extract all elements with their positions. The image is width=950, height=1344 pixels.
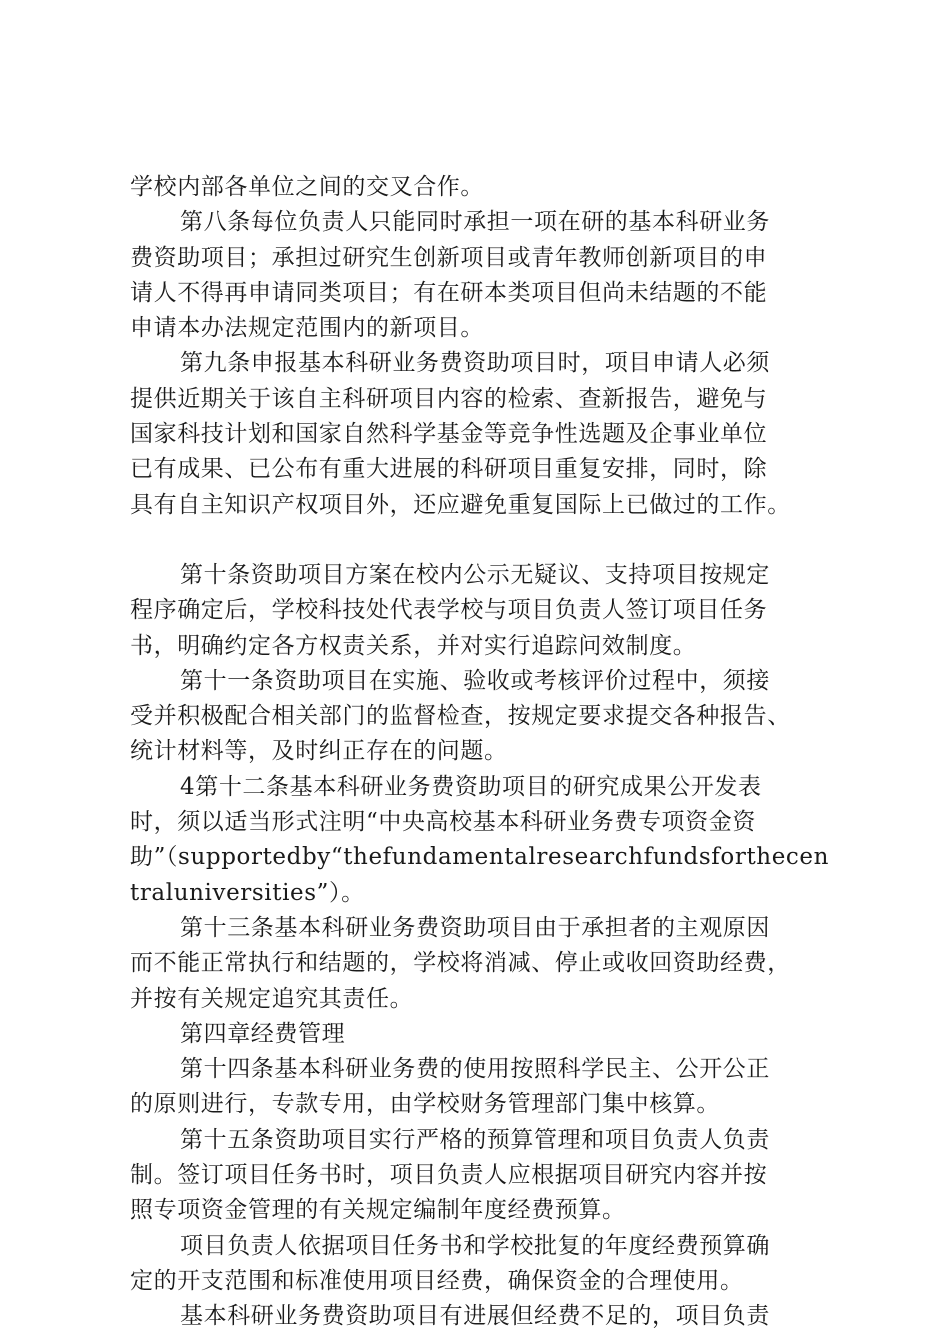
article-11-start: 第十一条资助项目在实施、验收或考核评价过程中，须接	[180, 667, 770, 694]
paragraph-gap	[130, 523, 850, 558]
text-line: 费资助项目；承担过研究生创新项目或青年教师创新项目的申	[130, 244, 768, 271]
text-line: 制。签订项目任务书时，项目负责人应根据项目研究内容并按	[130, 1162, 768, 1189]
text-line: 学校内部各单位之间的交叉合作。	[130, 174, 484, 200]
text-line: 统计材料等，及时纠正存在的问题。	[130, 738, 508, 765]
text-line: 助”（supportedby“thefundamentalresearchfundsforthecen	[130, 844, 830, 871]
article-9-start: 第九条申报基本科研业务费资助项目时，项目申请人必须	[180, 350, 770, 377]
article-8-start: 第八条每位负责人只能同时承担一项在研的基本科研业务	[180, 209, 770, 236]
paragraph-start: 基本科研业务费资助项目有进展但经费不足的，项目负责	[180, 1303, 770, 1330]
chapter-heading: 第四章经费管理	[180, 1020, 346, 1047]
text-line: 照专项资金管理的有关规定编制年度经费预算。	[130, 1197, 626, 1224]
text-line: 受并积极配合相关部门的监督检查，按规定要求提交各种报告、	[130, 703, 791, 730]
text-line: 定的开支范围和标准使用项目经费，确保资金的合理使用。	[130, 1267, 744, 1294]
article-10-start: 第十条资助项目方案在校内公示无疑议、支持项目按规定	[180, 561, 770, 588]
article-12-start: 4第十二条基本科研业务费资助项目的研究成果公开发表	[180, 773, 762, 800]
text-line: 时，须以适当形式注明“中央高校基本科研业务费专项资金资	[130, 809, 756, 836]
article-13-start: 第十三条基本科研业务费资助项目由于承担者的主观原因	[180, 914, 770, 941]
paragraph-start: 项目负责人依据项目任务书和学校批复的年度经费预算确	[180, 1232, 770, 1259]
text-line: traluniversities”）。	[130, 879, 365, 906]
text-line: 程序确定后，学校科技处代表学校与项目负责人签订项目任务	[130, 597, 768, 624]
text-line: 申请本办法规定范围内的新项目。	[130, 315, 484, 342]
document-body	[130, 170, 850, 1335]
text-line: 书，明确约定各方权责关系，并对实行追踪问效制度。	[130, 632, 697, 659]
text-line: 并按有关规定追究其责任。	[130, 985, 414, 1012]
text-line: 国家科技计划和国家自然科学基金等竞争性选题及企事业单位	[130, 421, 768, 448]
article-14-start: 第十四条基本科研业务费的使用按照科学民主、公开公正	[180, 1056, 770, 1083]
text-line: 而不能正常执行和结题的，学校将消减、停止或收回资助经费，	[130, 950, 791, 977]
text-line: 提供近期关于该自主科研项目内容的检索、查新报告，避免与	[130, 385, 768, 412]
article-15-start: 第十五条资助项目实行严格的预算管理和项目负责人负责	[180, 1126, 770, 1153]
text-line: 请人不得再申请同类项目；有在研本类项目但尚未结题的不能	[130, 279, 768, 306]
text-line: 的原则进行，专款专用，由学校财务管理部门集中核算。	[130, 1091, 720, 1118]
text-line: 具有自主知识产权项目外，还应避免重复国际上已做过的工作。	[130, 491, 791, 518]
text-line: 已有成果、已公布有重大进展的科研项目重复安排，同时，除	[130, 456, 768, 483]
